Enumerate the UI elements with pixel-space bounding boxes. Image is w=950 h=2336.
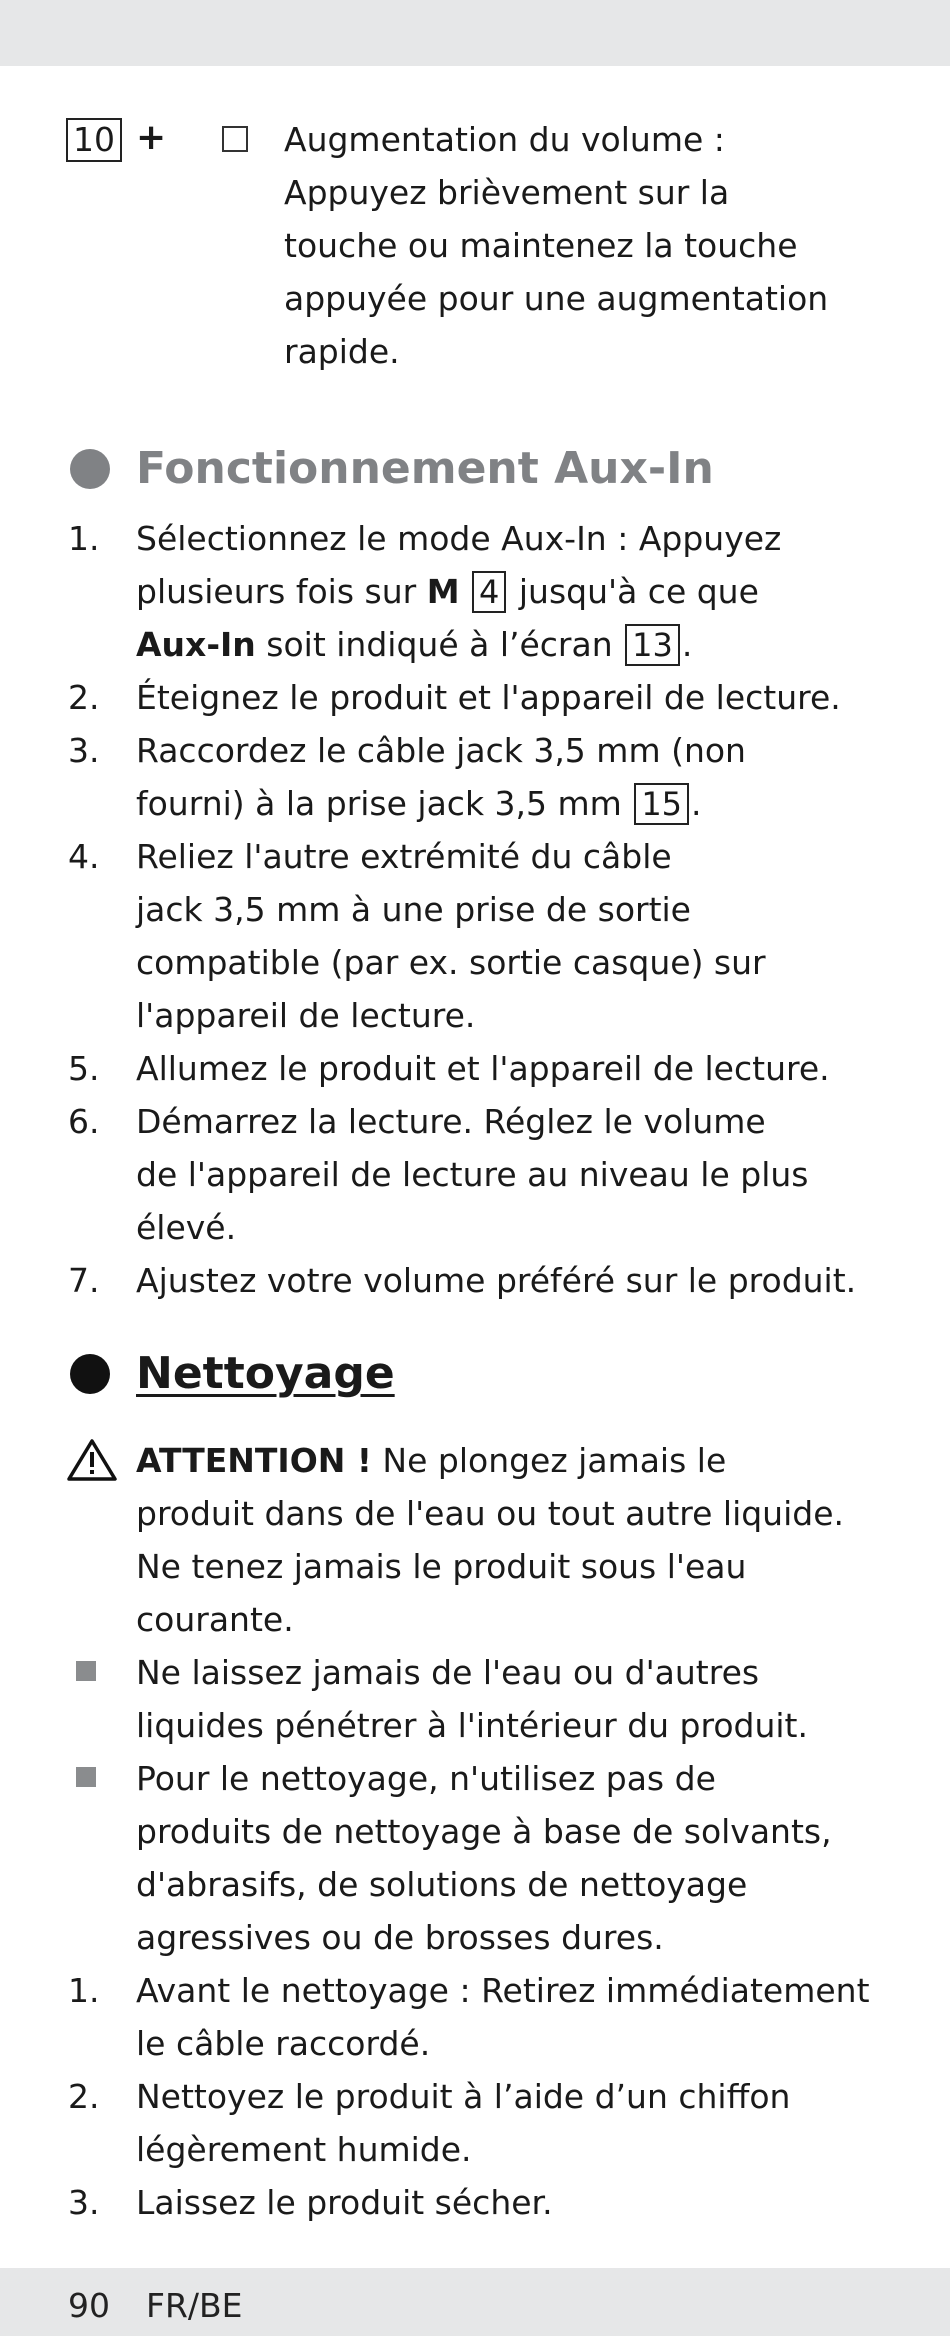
volume-line: appuyée pour une augmentation (284, 279, 829, 318)
display-number-box: 13 (625, 624, 680, 666)
bullet-line: agressives ou de brosses dures. (136, 1918, 664, 1957)
warning-icon (66, 1438, 118, 1482)
top-bar (0, 0, 950, 66)
step-line: Reliez l'autre extrémité du câble (136, 837, 672, 876)
locale-label: FR/BE (146, 2286, 243, 2325)
footer-text (68, 2286, 243, 2326)
step-line: Démarrez la lecture. Réglez le volume (136, 1102, 766, 1141)
key-number-box: 4 (472, 571, 506, 613)
step-line: l'appareil de lecture. (136, 996, 476, 1035)
volume-line: Appuyez brièvement sur la (284, 173, 730, 212)
section-bullet-icon (70, 449, 110, 489)
square-bullet-icon (76, 1661, 96, 1681)
step-line: Éteignez le produit et l'appareil de lecture. (136, 678, 841, 717)
step-line: élevé. (136, 1208, 237, 1247)
step-line: fourni) à la prise jack 3,5 mm 15 . (136, 784, 702, 823)
step-number: 6. (68, 1102, 100, 1141)
step-number: 2. (68, 2077, 100, 2116)
aux-in-label: Aux-In (136, 625, 256, 664)
step-number: 4. (68, 837, 100, 876)
step-line: de l'appareil de lecture au niveau le plus (136, 1155, 809, 1194)
warning-line: courante. (136, 1600, 294, 1639)
jack-number-box: 15 (634, 783, 689, 825)
bullet-line: produits de nettoyage à base de solvants, (136, 1812, 832, 1851)
step-line: jack 3,5 mm à une prise de sortie (136, 890, 691, 929)
step-number: 5. (68, 1049, 100, 1088)
step-number: 7. (68, 1261, 100, 1300)
step-line: Allumez le produit et l'appareil de lecture. (136, 1049, 830, 1088)
volume-line: rapide. (284, 332, 400, 371)
plus-key-symbol: + (136, 117, 167, 158)
cleaning-section-heading: Nettoyage (136, 1348, 395, 1399)
volume-line: touche ou maintenez la touche (284, 226, 798, 265)
step-line: compatible (par ex. sortie casque) sur (136, 943, 766, 982)
step-number: 1. (68, 1971, 100, 2010)
step-number: 2. (68, 678, 100, 717)
step-line: Aux-In soit indiqué à l’écran 13 . (136, 625, 693, 664)
section-bullet-icon (70, 1354, 110, 1394)
bullet-line: Ne laissez jamais de l'eau ou d'autres (136, 1653, 760, 1692)
aux-section-heading: Fonctionnement Aux-In (136, 443, 714, 494)
step-line: Nettoyez le produit à l’aide d’un chiffon (136, 2077, 791, 2116)
bullet-line: Pour le nettoyage, n'utilisez pas de (136, 1759, 716, 1798)
bullet-line: d'abrasifs, de solutions de nettoyage (136, 1865, 748, 1904)
warning-line: ATTENTION ! Ne plongez jamais le (136, 1441, 727, 1480)
step-line: plusieurs fois sur M 4 jusqu'à ce que (136, 572, 759, 611)
key-m-label: M (426, 572, 460, 611)
bullet-line: liquides pénétrer à l'intérieur du produit. (136, 1706, 808, 1745)
step-line: Sélectionnez le mode Aux-In : Appuyez (136, 519, 782, 558)
step-number: 3. (68, 731, 100, 770)
warning-line: Ne tenez jamais le produit sous l'eau (136, 1547, 747, 1586)
step-line: Ajustez votre volume préféré sur le produit. (136, 1261, 857, 1300)
step-line: légèrement humide. (136, 2130, 472, 2169)
square-bullet-icon (76, 1767, 96, 1787)
step-line: Laissez le produit sécher. (136, 2183, 553, 2222)
step-line: Raccordez le câble jack 3,5 mm (non (136, 731, 746, 770)
warning-line: produit dans de l'eau ou tout autre liquide. (136, 1494, 845, 1533)
step-number: 1. (68, 519, 100, 558)
volume-line: Augmentation du volume : (284, 120, 725, 159)
key-number-box: 10 (66, 118, 122, 162)
step-number: 3. (68, 2183, 100, 2222)
step-line: le câble raccordé. (136, 2024, 431, 2063)
warning-label: ATTENTION ! (136, 1441, 372, 1480)
page-number: 90 (68, 2286, 110, 2325)
step-line: Avant le nettoyage : Retirez immédiatement (136, 1971, 870, 2010)
checkbox-icon (222, 126, 248, 152)
